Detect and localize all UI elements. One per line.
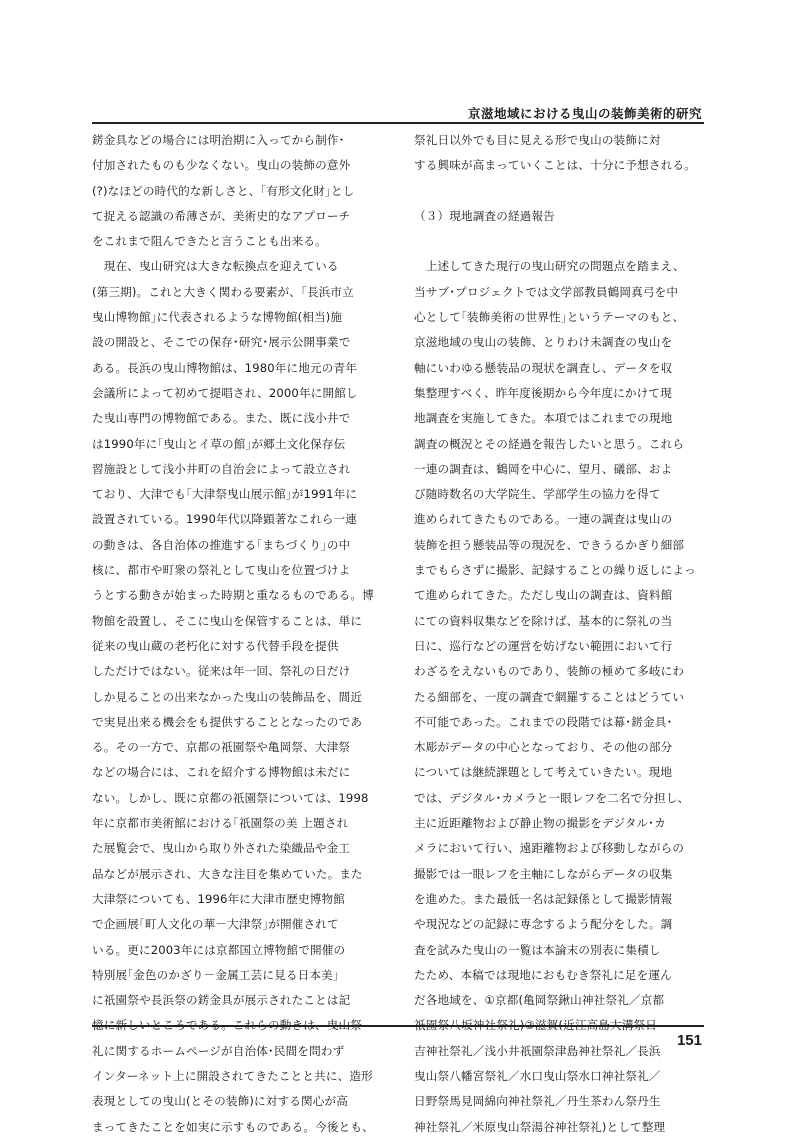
left-column-line: しただけではない。従来は年一回、祭礼の日だけ [92, 664, 351, 679]
right-column-line: や現況などの記録に専念するよう配分をした。調 [414, 917, 673, 932]
left-column-line: 表現としての曳山(とその装飾)に対する関心が高 [92, 1094, 348, 1109]
right-column-line: では、デジタル･カメラと一眼レフを二名で分担し、 [414, 790, 690, 805]
right-column-line: 軸にいわゆる懸装品の現状を調査し、データを収 [414, 360, 673, 375]
left-column-line: は1990年に｢曳山とイ草の館｣が郷土文化保存伝 [92, 436, 346, 451]
right-column-line: 主に近距離物および静止物の撮影をデジタル･カ [414, 816, 666, 831]
left-column-line: 付加されたものも少なくない。曳山の装飾の意外 [92, 158, 351, 173]
left-column-line: の動きは、各自治体の推進する｢まちづくり｣の中 [92, 537, 351, 552]
right-column-line: 集整理すべく、昨年度後期から今年度にかけて現 [414, 385, 672, 400]
left-column-line: 現在、曳山研究は大きな転換点を迎えている [92, 259, 339, 274]
right-column-line: を進めた。また最低一名は記録係として撮影情報 [414, 891, 673, 906]
right-column-line: 調査の概況とその経過を報告したいと思う。これら [414, 436, 685, 451]
right-column-line: までもらさずに撮影、記録することの繰り返しによっ [414, 563, 696, 578]
left-column-line: 品などが展示され、大きな注目を集めていた。また [92, 866, 363, 881]
right-column-line: 日野祭馬見岡綿向神社祭礼／丹生茶わん祭丹生 [414, 1094, 661, 1109]
left-column-line: 特別展｢金色のかざり－金属工芸に見る日本美｣ [92, 967, 339, 982]
left-column-line: 会議所によって初めて提唱され、2000年に開館し [92, 385, 358, 400]
left-column-line: た曳山専門の博物館である。また、既に浅小井で [92, 411, 351, 426]
left-column-line: (第三期)。これと大きく関わる要素が、｢長浜市立 [92, 284, 354, 299]
left-column-line: で企画展｢町人文化の華－大津祭｣が開催されて [92, 917, 339, 932]
right-column-line: については継続課題として考えていきたい。現地 [414, 765, 673, 780]
left-column-line: た展覧会で、曳山から取り外された染織品や金工 [92, 841, 351, 856]
right-column-line: 査を試みた曳山の一覧は本論末の別表に集積し [414, 942, 661, 957]
right-column-line: 曳山祭八幡宮祭礼／水口曳山祭水口神社祭礼／ [414, 1068, 661, 1083]
right-column-line: 木彫がデータの中心となっており、その他の部分 [414, 740, 673, 755]
running-head: 京滋地域における曳山の装飾美術的研究 [467, 106, 702, 121]
left-column-line: をこれまで阻んできたと言うことも出来る。 [92, 234, 327, 249]
left-column-line: 物館を設置し、そこに曳山を保管することは、単に [92, 613, 363, 628]
left-column-line: インターネット上に開設されてきたことと共に、造形 [92, 1068, 373, 1083]
left-column-line: 曳山博物館｣に代表されるような博物館(相当)施 [92, 310, 343, 325]
right-column-line: 当サブ･プロジェクトでは文学部教員鶴岡真弓を中 [414, 284, 679, 299]
left-column [92, 128, 382, 1140]
left-column-line: 大津祭についても、1996年に大津市歴史博物館 [92, 891, 346, 906]
left-column-line: (?)なほどの時代的な新しさと、｢有形文化財｣とし [92, 183, 355, 198]
right-column-line: 心として｢装飾美術の世界性｣というテーマのもと、 [414, 310, 685, 325]
footer-rule [92, 1025, 704, 1027]
right-column-line: 撮影では一眼レフを主軸にしながらデータの収集 [414, 866, 673, 881]
left-column-line: ある。長浜の曳山博物館は、1980年に地元の青年 [92, 360, 357, 375]
left-column-line: 錺金具などの場合には明治期に入ってから制作･ [92, 133, 345, 147]
left-column-line: 憶に新しいところである。これらの動きは、曳山祭 [92, 1018, 362, 1033]
left-column-line: に祇園祭や長浜祭の錺金具が展示されたことは記 [92, 993, 351, 1008]
right-column-line: 進められてきたものである。一連の調査は曳山の [414, 512, 673, 527]
right-column-line: たため、本稿では現地におもむき祭礼に足を運ん [414, 967, 672, 982]
right-column-line: 一連の調査は、鶴岡を中心に、望月、礒部、およ [414, 461, 673, 476]
page-number: 151 [676, 1032, 702, 1049]
left-column-line: で実見出来る機会をも提供することとなったのであ [92, 714, 363, 729]
right-column-line: 吉神社祭礼／浅小井祇園祭津島神社祭礼／長浜 [414, 1043, 661, 1058]
left-column-line: て捉える認識の希薄さが、美術史的なアプローチ [92, 208, 351, 223]
right-column-line [414, 179, 704, 204]
right-column-line: 神社祭礼／米原曳山祭湯谷神社祭礼)として整理 [414, 1119, 666, 1134]
left-column-line: うとする動きが始まった時期と重なるものである。博 [92, 588, 374, 603]
right-column-line: にての資料収集などを除けば、基本的に祭礼の当 [414, 613, 673, 628]
left-column-line: 習施設として浅小井町の自治会によって設立され [92, 461, 351, 476]
left-column-line: 設置されている。1990年代以降顕著なこれら一連 [92, 512, 357, 527]
right-column-line: 不可能であった。これまでの段階では幕･錺金具･ [414, 714, 673, 729]
right-column-line [414, 229, 704, 254]
left-column-line: 従来の曳山蔵の老朽化に対する代替手段を提供 [92, 638, 339, 653]
right-column [414, 128, 704, 1140]
right-column-line: 装飾を担う懸装品等の現況を、できうるかぎり細部 [414, 537, 685, 552]
right-column-line: て進められてきた。ただし曳山の調査は、資料館 [414, 588, 673, 603]
left-column-line: などの場合には、これを紹介する博物館は未だに [92, 765, 351, 780]
header-rule [92, 122, 704, 124]
right-column-line: 京滋地域の曳山の装飾、とりわけ未調査の曳山を [414, 335, 673, 350]
right-column-line: する興味が高まっていくことは、十分に予想される。 [414, 158, 696, 173]
left-column-line: 核に、都市や町衆の祭礼として曳山を位置づけよ [92, 563, 351, 578]
right-column-line: 地調査を実施してきた。本項ではこれまでの現地 [414, 411, 673, 426]
left-column-line: る。その一方で、京都の祇園祭や亀岡祭、大津祭 [92, 740, 351, 755]
right-column-line: 日に、巡行などの運営を妨げない範囲において行 [414, 638, 673, 653]
left-column-line: いる。更に2003年には京都国立博物館で開催の [92, 942, 346, 957]
left-column-line: 設の開設と、そこでの保存･研究･展示公開事業で [92, 335, 351, 350]
left-column-line: しか見ることの出来なかった曳山の装飾品を、間近 [92, 689, 363, 704]
right-column-line: 祇園祭八坂神社祭礼)②滋賀(近江高島大溝祭日 [414, 1018, 658, 1033]
left-column-line: 年に京都市美術館における｢祇園祭の美 上題され [92, 816, 349, 831]
right-column-line: 上述してきた現行の曳山研究の問題点を踏まえ、 [414, 259, 685, 274]
left-column-line: ない。しかし、既に京都の祇園祭については、1998 [92, 790, 369, 805]
right-column-line: わざるをえないものであり、装飾の極めて多岐にわ [414, 664, 685, 679]
right-column-line: メラにおいて行い、遠距離物および移動しながらの [414, 841, 685, 856]
right-column-line: たる細部を、一度の調査で網羅することはどうてい [414, 689, 685, 704]
left-column-line: ており、大津でも｢大津祭曳山展示館｣が1991年に [92, 487, 358, 502]
right-column-line: び随時数名の大学院生、学部学生の協力を得て [414, 487, 661, 502]
right-column-line: 祭礼日以外でも目に見える形で曳山の装飾に対 [414, 133, 661, 147]
right-column-line: （３）現地調査の経過報告 [414, 208, 555, 223]
right-column-line: だ各地域を、①京都(亀岡祭鍬山神社祭礼／京都 [414, 993, 665, 1008]
left-column-line: 礼に関するホームページが自治体･民間を問わず [92, 1043, 345, 1058]
left-column-line: まってきたことを如実に示すものである。今後とも、 [92, 1119, 374, 1134]
